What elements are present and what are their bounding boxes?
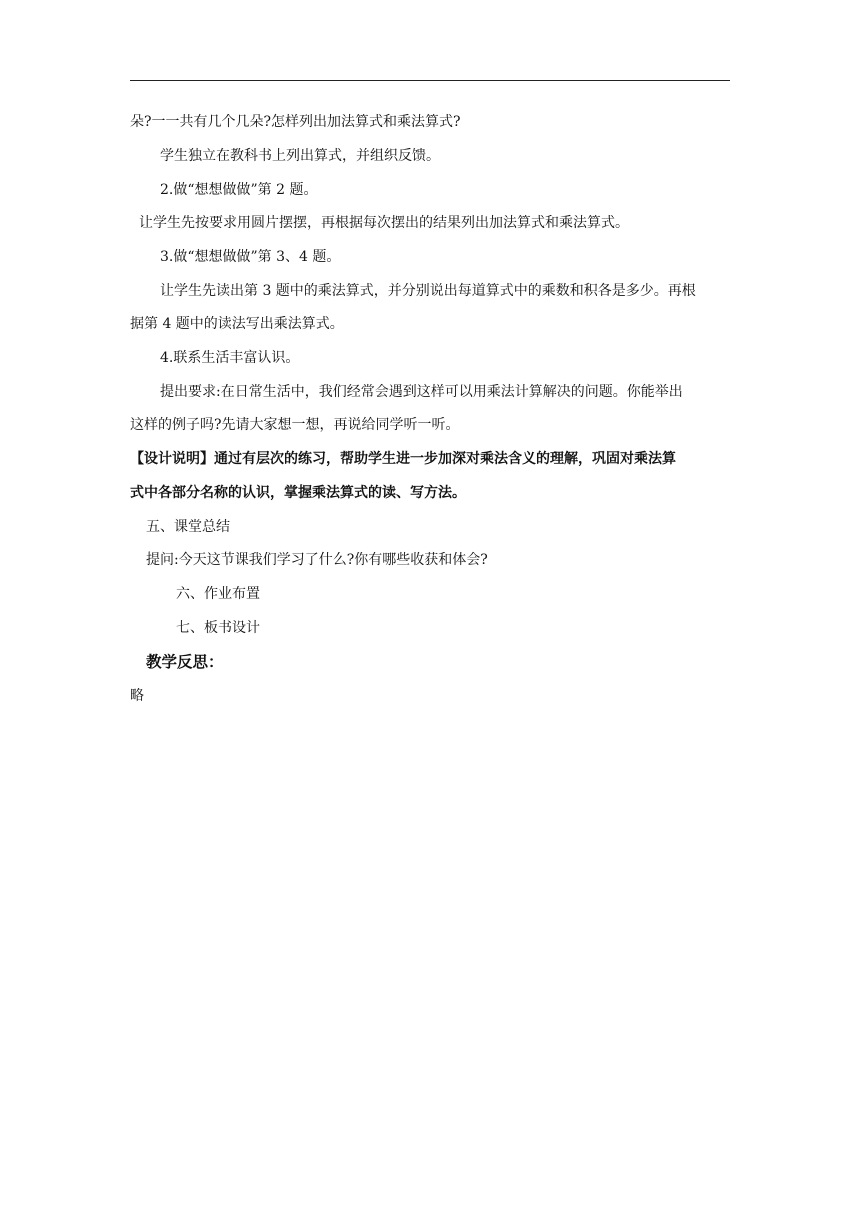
paragraph-line: 3.做“想想做做”第 3、4 题。 [160,249,341,265]
reflection-heading: 教学反思： [146,653,224,671]
header-rule [130,80,730,81]
paragraph-line: 据第 4 题中的读法写出乘法算式。 [130,316,344,332]
paragraph-line: 提出要求:在日常生活中，我们经常会遇到这样可以用乘法计算解决的问题。你能举出 [160,384,683,400]
paragraph-line: 4.联系生活丰富认识。 [160,350,300,366]
design-note-line: 式中各部分名称的认识，掌握乘法算式的读、写方法。 [130,485,466,501]
section-heading: 六、作业布置 [176,586,260,602]
reflection-text: 略 [130,688,144,704]
paragraph-line: 朵?一一共有几个几朵?怎样列出加法算式和乘法算式? [130,114,461,130]
paragraph-line: 让学生先按要求用圆片摆摆，再根据每次摆出的结果列出加法算式和乘法算式。 [139,215,629,231]
paragraph-line: 这样的例子吗?先请大家想一想，再说给同学听一听。 [130,417,460,433]
paragraph-line: 提问:今天这节课我们学习了什么?你有哪些收获和体会? [146,552,488,568]
section-heading: 五、课堂总结 [146,519,230,535]
section-heading: 七、板书设计 [176,620,260,636]
paragraph-line: 让学生先读出第 3 题中的乘法算式，并分别说出每道算式中的乘数和积各是多少。再根 [160,283,696,299]
paragraph-line: 学生独立在教科书上列出算式，并组织反馈。 [160,148,440,164]
paragraph-line: 2.做“想想做做”第 2 题。 [160,182,318,198]
design-note-line: 【设计说明】通过有层次的练习，帮助学生进一步加深对乘法含义的理解，巩固对乘法算 [130,451,676,467]
